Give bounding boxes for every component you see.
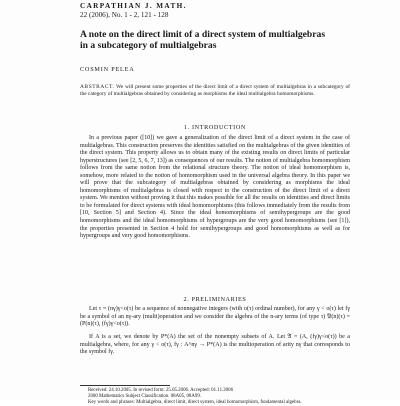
journal-name: CARPATHIAN J. MATH. xyxy=(80,2,187,10)
author-name: COSMIN PELEA xyxy=(80,66,135,73)
footnote xyxy=(88,388,350,406)
journal-header xyxy=(80,2,187,19)
abstract-label: ABSTRACT. xyxy=(80,84,115,90)
abstract xyxy=(80,84,350,98)
footnote-msc: 2000 Mathematics Subject Classification. 08A05, 08A99. xyxy=(88,394,202,399)
footnote-rule xyxy=(80,385,170,386)
footnote-received: Received: 24.10.2005. In revised form: 25.05.2006. Accepted: 01.11.2006 xyxy=(88,388,234,393)
introduction-paragraph: In a previous paper ([10]) we gave a generalization of the direct limit of a direct system in the case of multialgebras. This construction preserves the identities satisfied on the multialgebras of the given identities of the direct system. This property allows us to obtain many of the existing results on direct limits of particular hyperstructures (see [2, 5, 6, 7, 13]) as consequences of our results. The notion of multialgebra homomorphism follows from the same notion from the relational structure theory. The notion of ideal homomorphism is, somehow, more related to the notion of homomorphism used in the universal algebra theory. In this paper we will prove that the subcategory of multialgebras obtained by considering as morphisms the ideal homomorphisms of multialgebras is closed with respect to the construction of the direct limit of a direct system. We mention without proving it that this makes possible for all the results on identities and direct limits to be formulated for direct systems with ideal homomorphisms (this follows immediately from the results from [10, Section 5] and Section 4). Since the ideal homomorphisms of semihypergroups are the good homomorphisms and the ideal homomorphisms of hypergroups are the very good homomorphisms (see [1]), the properties presented in Section 4 hold for semihypergroups and good homomorphisms as well as for hypergroups and very good homomorphisms. xyxy=(80,135,350,240)
preliminaries-paragraph-2: If A is a set, we denote by P*(A) the set of the nonempty subsets of A. Let 𝔄 = (A, (fγ)γ<o(τ)) be a multialgebra, where, for any γ < o(τ), fγ : A^nγ → P*(A) is the multioperation of arity nγ that corresponds to the symbol fγ. xyxy=(80,334,350,356)
preliminaries-paragraph-1: Let τ = (nγ)γ<o(τ) be a sequence of nonnegative integers (with o(τ) ordinal number), for any γ < o(τ) let fγ be a symbol of an nγ-ary (multi)operation and we consider the algebra of the n-ary terms (of type τ) 𝔓(n)(τ) = (P(n)(τ), (fγ)γ<o(τ)). xyxy=(80,306,350,328)
journal-issue: 22 (2006), No. 1 - 2, 121 - 128 xyxy=(80,10,169,19)
paper-title: A note on the direct limit of a direct system of multialgebras in a subcategory of multialgebras xyxy=(80,29,326,51)
footnote-keywords: Key words and phrases: Multialgebra, direct limit, direct system, ideal homomorphism, fundamental algebra. xyxy=(88,400,302,405)
abstract-text: We will present some properties of the direct limit of a direct system of multialgebras in a subcategory of the category of multialgebras obtained by considering as morphisms the ideal multialgebra homomorphisms. xyxy=(80,84,350,97)
section-title-introduction: 1. INTRODUCTION xyxy=(184,124,246,131)
section-title-preliminaries: 2. PRELIMINARIES xyxy=(183,296,247,303)
